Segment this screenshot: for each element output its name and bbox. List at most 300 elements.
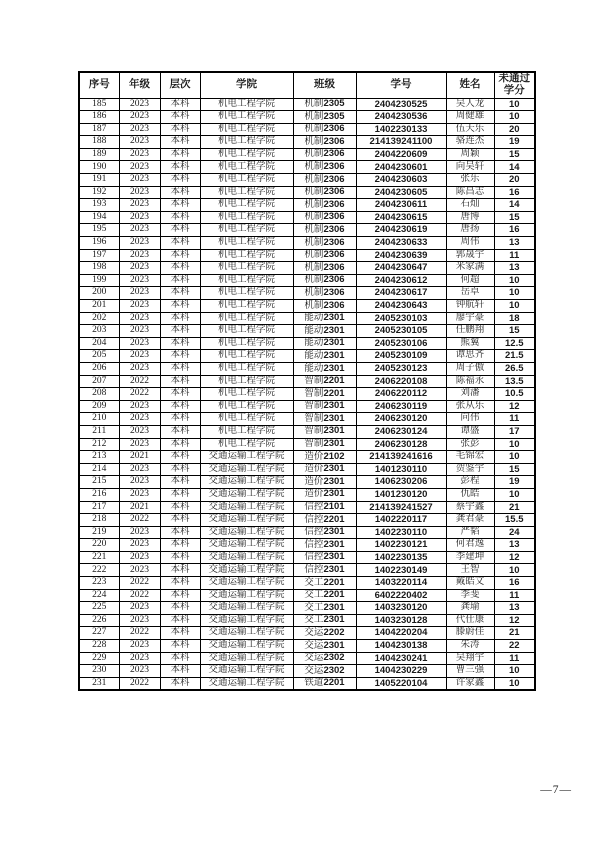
cell-index: 188 xyxy=(79,136,119,149)
cell-index: 192 xyxy=(79,186,119,199)
cell-grade: 2023 xyxy=(119,602,160,615)
cell-student-id: 2405230106 xyxy=(356,337,446,350)
cell-class: 机制2306 xyxy=(293,123,356,136)
cell-college: 机电工程学院 xyxy=(200,136,293,149)
cell-grade: 2022 xyxy=(119,388,160,401)
cell-class: 智制2201 xyxy=(293,388,356,401)
cell-name: 龚君豪 xyxy=(446,514,494,527)
cell-level: 本科 xyxy=(160,614,200,627)
cell-name: 谭思齐 xyxy=(446,350,494,363)
cell-level: 本科 xyxy=(160,186,200,199)
table-row xyxy=(79,224,535,237)
table-row xyxy=(79,375,535,388)
cell-name: 戴皓文 xyxy=(446,577,494,590)
table-row xyxy=(79,136,535,149)
cell-college: 交通运输工程学院 xyxy=(200,589,293,602)
column-header-index: 序号 xyxy=(79,72,119,98)
cell-grade: 2023 xyxy=(119,111,160,124)
table-row xyxy=(79,325,535,338)
cell-college: 交通运输工程学院 xyxy=(200,652,293,665)
cell-level: 本科 xyxy=(160,514,200,527)
cell-index: 230 xyxy=(79,665,119,678)
cell-name: 李斐 xyxy=(446,589,494,602)
cell-credits: 12 xyxy=(494,400,535,413)
table-row xyxy=(79,174,535,187)
cell-class: 机制2306 xyxy=(293,300,356,313)
cell-class: 交运2301 xyxy=(293,640,356,653)
cell-name: 许家鑫 xyxy=(446,677,494,690)
cell-credits: 13.5 xyxy=(494,375,535,388)
cell-name: 谭盛 xyxy=(446,425,494,438)
cell-credits: 20 xyxy=(494,174,535,187)
table-row xyxy=(79,627,535,640)
cell-credits: 10 xyxy=(494,564,535,577)
cell-index: 219 xyxy=(79,526,119,539)
page-number: —7— xyxy=(540,784,572,796)
cell-student-id: 2406230120 xyxy=(356,413,446,426)
cell-college: 交通运输工程学院 xyxy=(200,501,293,514)
cell-index: 224 xyxy=(79,589,119,602)
cell-index: 225 xyxy=(79,602,119,615)
table-row xyxy=(79,577,535,590)
cell-college: 交通运输工程学院 xyxy=(200,577,293,590)
cell-name: 向伟 xyxy=(446,413,494,426)
cell-student-id: 1404230241 xyxy=(356,652,446,665)
cell-class: 机制2305 xyxy=(293,111,356,124)
cell-level: 本科 xyxy=(160,463,200,476)
cell-index: 210 xyxy=(79,413,119,426)
cell-level: 本科 xyxy=(160,123,200,136)
cell-student-id: 1403230120 xyxy=(356,602,446,615)
cell-grade: 2023 xyxy=(119,425,160,438)
cell-college: 机电工程学院 xyxy=(200,300,293,313)
cell-college: 交通运输工程学院 xyxy=(200,463,293,476)
cell-level: 本科 xyxy=(160,451,200,464)
cell-student-id: 2404230603 xyxy=(356,174,446,187)
cell-grade: 2023 xyxy=(119,98,160,111)
cell-student-id: 1402230110 xyxy=(356,526,446,539)
cell-class: 能动2301 xyxy=(293,325,356,338)
cell-credits: 10.5 xyxy=(494,388,535,401)
cell-index: 197 xyxy=(79,249,119,262)
table-row xyxy=(79,337,535,350)
cell-grade: 2023 xyxy=(119,136,160,149)
cell-index: 199 xyxy=(79,274,119,287)
table-row xyxy=(79,111,535,124)
cell-index: 200 xyxy=(79,287,119,300)
cell-credits: 17 xyxy=(494,425,535,438)
cell-grade: 2023 xyxy=(119,249,160,262)
cell-level: 本科 xyxy=(160,237,200,250)
cell-grade: 2023 xyxy=(119,199,160,212)
cell-student-id: 2404230617 xyxy=(356,287,446,300)
cell-name: 石灿 xyxy=(446,199,494,212)
cell-student-id: 2404230601 xyxy=(356,161,446,174)
table-row xyxy=(79,514,535,527)
cell-credits: 13 xyxy=(494,262,535,275)
table-row xyxy=(79,476,535,489)
table-row xyxy=(79,602,535,615)
cell-level: 本科 xyxy=(160,274,200,287)
cell-index: 213 xyxy=(79,451,119,464)
cell-name: 滕蔚佳 xyxy=(446,627,494,640)
cell-class: 信控2301 xyxy=(293,526,356,539)
cell-student-id: 214139241527 xyxy=(356,501,446,514)
cell-credits: 10 xyxy=(494,677,535,690)
cell-college: 交通运输工程学院 xyxy=(200,488,293,501)
cell-student-id: 1404230229 xyxy=(356,665,446,678)
cell-grade: 2023 xyxy=(119,463,160,476)
table-row xyxy=(79,186,535,199)
cell-grade: 2022 xyxy=(119,514,160,527)
cell-credits: 10 xyxy=(494,287,535,300)
cell-level: 本科 xyxy=(160,501,200,514)
cell-college: 机电工程学院 xyxy=(200,211,293,224)
cell-college: 机电工程学院 xyxy=(200,224,293,237)
cell-student-id: 1402220117 xyxy=(356,514,446,527)
cell-class: 交工2301 xyxy=(293,614,356,627)
cell-college: 交通运输工程学院 xyxy=(200,614,293,627)
cell-credits: 24 xyxy=(494,526,535,539)
table-row xyxy=(79,388,535,401)
cell-index: 227 xyxy=(79,627,119,640)
table-row xyxy=(79,614,535,627)
cell-index: 229 xyxy=(79,652,119,665)
cell-level: 本科 xyxy=(160,249,200,262)
cell-credits: 19 xyxy=(494,476,535,489)
cell-student-id: 2406220112 xyxy=(356,388,446,401)
cell-credits: 21.5 xyxy=(494,350,535,363)
cell-credits: 12.5 xyxy=(494,337,535,350)
cell-class: 机制2306 xyxy=(293,262,356,275)
table-row xyxy=(79,312,535,325)
cell-level: 本科 xyxy=(160,161,200,174)
cell-student-id: 2404230605 xyxy=(356,186,446,199)
cell-index: 205 xyxy=(79,350,119,363)
cell-class: 机制2306 xyxy=(293,161,356,174)
table-row xyxy=(79,237,535,250)
cell-grade: 2023 xyxy=(119,211,160,224)
cell-grade: 2023 xyxy=(119,551,160,564)
column-header-student-id: 学号 xyxy=(356,72,446,98)
cell-name: 郭晟宇 xyxy=(446,249,494,262)
cell-name: 周健雄 xyxy=(446,111,494,124)
cell-name: 贺鉴宇 xyxy=(446,463,494,476)
table-row xyxy=(79,400,535,413)
table-body xyxy=(79,98,535,690)
cell-grade: 2023 xyxy=(119,665,160,678)
cell-college: 机电工程学院 xyxy=(200,262,293,275)
failed-credits-table xyxy=(78,71,536,691)
cell-grade: 2023 xyxy=(119,186,160,199)
cell-class: 交工2301 xyxy=(293,602,356,615)
table-row xyxy=(79,350,535,363)
cell-class: 能动2301 xyxy=(293,337,356,350)
cell-student-id: 1403220114 xyxy=(356,577,446,590)
cell-index: 216 xyxy=(79,488,119,501)
cell-student-id: 1402230135 xyxy=(356,551,446,564)
cell-college: 机电工程学院 xyxy=(200,312,293,325)
cell-index: 196 xyxy=(79,237,119,250)
cell-index: 218 xyxy=(79,514,119,527)
cell-level: 本科 xyxy=(160,388,200,401)
table-row xyxy=(79,488,535,501)
cell-credits: 16 xyxy=(494,224,535,237)
column-header-credits: 未通过学分 xyxy=(494,72,535,98)
table-row xyxy=(79,413,535,426)
cell-student-id: 2406230119 xyxy=(356,400,446,413)
cell-college: 机电工程学院 xyxy=(200,425,293,438)
cell-level: 本科 xyxy=(160,111,200,124)
cell-class: 机制2306 xyxy=(293,237,356,250)
cell-student-id: 2405230109 xyxy=(356,350,446,363)
cell-grade: 2022 xyxy=(119,375,160,388)
cell-college: 机电工程学院 xyxy=(200,438,293,451)
cell-index: 220 xyxy=(79,539,119,552)
cell-credits: 12 xyxy=(494,614,535,627)
cell-name: 骆连杰 xyxy=(446,136,494,149)
cell-credits: 26.5 xyxy=(494,362,535,375)
table-row xyxy=(79,98,535,111)
cell-level: 本科 xyxy=(160,287,200,300)
cell-student-id: 1404230138 xyxy=(356,640,446,653)
cell-grade: 2023 xyxy=(119,640,160,653)
cell-name: 张乐 xyxy=(446,174,494,187)
table-row xyxy=(79,199,535,212)
cell-college: 机电工程学院 xyxy=(200,123,293,136)
cell-index: 186 xyxy=(79,111,119,124)
cell-class: 智制2301 xyxy=(293,425,356,438)
cell-level: 本科 xyxy=(160,148,200,161)
cell-level: 本科 xyxy=(160,174,200,187)
cell-college: 机电工程学院 xyxy=(200,237,293,250)
cell-class: 信控2301 xyxy=(293,539,356,552)
cell-grade: 2023 xyxy=(119,438,160,451)
cell-student-id: 2404230615 xyxy=(356,211,446,224)
cell-grade: 2023 xyxy=(119,400,160,413)
cell-name: 何超 xyxy=(446,274,494,287)
cell-college: 交通运输工程学院 xyxy=(200,551,293,564)
cell-college: 机电工程学院 xyxy=(200,98,293,111)
cell-class: 信控2201 xyxy=(293,514,356,527)
cell-index: 222 xyxy=(79,564,119,577)
cell-level: 本科 xyxy=(160,98,200,111)
cell-index: 215 xyxy=(79,476,119,489)
cell-index: 193 xyxy=(79,199,119,212)
table-row xyxy=(79,300,535,313)
cell-name: 代仕康 xyxy=(446,614,494,627)
cell-class: 机制2305 xyxy=(293,98,356,111)
cell-student-id: 1404220204 xyxy=(356,627,446,640)
table-row xyxy=(79,652,535,665)
cell-level: 本科 xyxy=(160,211,200,224)
cell-credits: 10 xyxy=(494,300,535,313)
cell-grade: 2023 xyxy=(119,614,160,627)
cell-college: 机电工程学院 xyxy=(200,148,293,161)
cell-class: 信控2301 xyxy=(293,564,356,577)
cell-credits: 10 xyxy=(494,665,535,678)
cell-grade: 2021 xyxy=(119,501,160,514)
cell-index: 195 xyxy=(79,224,119,237)
cell-student-id: 1402230149 xyxy=(356,564,446,577)
cell-grade: 2022 xyxy=(119,677,160,690)
cell-student-id: 1401230110 xyxy=(356,463,446,476)
cell-name: 彭程 xyxy=(446,476,494,489)
cell-name: 周伟 xyxy=(446,237,494,250)
cell-student-id: 1405220104 xyxy=(356,677,446,690)
cell-credits: 10 xyxy=(494,98,535,111)
cell-name: 仇皓 xyxy=(446,488,494,501)
cell-college: 机电工程学院 xyxy=(200,413,293,426)
cell-class: 机制2306 xyxy=(293,211,356,224)
cell-grade: 2023 xyxy=(119,262,160,275)
table-row xyxy=(79,501,535,514)
cell-level: 本科 xyxy=(160,337,200,350)
cell-credits: 15 xyxy=(494,211,535,224)
column-header-college: 学院 xyxy=(200,72,293,98)
cell-name: 毛锦宏 xyxy=(446,451,494,464)
cell-credits: 11 xyxy=(494,249,535,262)
table-row xyxy=(79,123,535,136)
table-row xyxy=(79,551,535,564)
table-row xyxy=(79,451,535,464)
cell-grade: 2021 xyxy=(119,451,160,464)
cell-credits: 11 xyxy=(494,589,535,602)
table-row xyxy=(79,249,535,262)
column-header-name: 姓名 xyxy=(446,72,494,98)
cell-grade: 2023 xyxy=(119,526,160,539)
cell-credits: 19 xyxy=(494,136,535,149)
cell-name: 唐博 xyxy=(446,211,494,224)
cell-credits: 10 xyxy=(494,451,535,464)
cell-class: 能动2301 xyxy=(293,350,356,363)
cell-grade: 2022 xyxy=(119,589,160,602)
cell-level: 本科 xyxy=(160,262,200,275)
cell-name: 严韬 xyxy=(446,526,494,539)
cell-index: 194 xyxy=(79,211,119,224)
cell-index: 189 xyxy=(79,148,119,161)
cell-name: 吴人龙 xyxy=(446,98,494,111)
cell-credits: 11 xyxy=(494,652,535,665)
cell-college: 机电工程学院 xyxy=(200,337,293,350)
cell-index: 223 xyxy=(79,577,119,590)
cell-name: 周颖 xyxy=(446,148,494,161)
cell-level: 本科 xyxy=(160,476,200,489)
header-row xyxy=(79,72,535,98)
cell-credits: 12 xyxy=(494,551,535,564)
cell-name: 曹三强 xyxy=(446,665,494,678)
cell-class: 能动2301 xyxy=(293,312,356,325)
column-header-grade: 年级 xyxy=(119,72,160,98)
cell-class: 造价2102 xyxy=(293,451,356,464)
cell-index: 214 xyxy=(79,463,119,476)
cell-student-id: 1403230128 xyxy=(356,614,446,627)
cell-level: 本科 xyxy=(160,640,200,653)
cell-index: 202 xyxy=(79,312,119,325)
cell-name: 李建坤 xyxy=(446,551,494,564)
cell-name: 吴翔宇 xyxy=(446,652,494,665)
cell-credits: 10 xyxy=(494,488,535,501)
cell-grade: 2023 xyxy=(119,123,160,136)
cell-college: 交通运输工程学院 xyxy=(200,677,293,690)
cell-college: 机电工程学院 xyxy=(200,161,293,174)
cell-college: 交通运输工程学院 xyxy=(200,514,293,527)
cell-class: 智制2301 xyxy=(293,438,356,451)
cell-index: 217 xyxy=(79,501,119,514)
cell-name: 伍天乐 xyxy=(446,123,494,136)
cell-class: 机制2306 xyxy=(293,136,356,149)
cell-level: 本科 xyxy=(160,602,200,615)
cell-grade: 2023 xyxy=(119,287,160,300)
cell-index: 185 xyxy=(79,98,119,111)
cell-index: 207 xyxy=(79,375,119,388)
cell-level: 本科 xyxy=(160,199,200,212)
cell-credits: 16 xyxy=(494,577,535,590)
cell-college: 交通运输工程学院 xyxy=(200,602,293,615)
cell-index: 228 xyxy=(79,640,119,653)
cell-level: 本科 xyxy=(160,539,200,552)
cell-level: 本科 xyxy=(160,325,200,338)
cell-class: 机制2306 xyxy=(293,249,356,262)
cell-student-id: 2406220108 xyxy=(356,375,446,388)
cell-college: 机电工程学院 xyxy=(200,388,293,401)
cell-college: 交通运输工程学院 xyxy=(200,526,293,539)
cell-student-id: 214139241100 xyxy=(356,136,446,149)
cell-college: 机电工程学院 xyxy=(200,375,293,388)
cell-name: 钟航轩 xyxy=(446,300,494,313)
cell-student-id: 2404230619 xyxy=(356,224,446,237)
cell-college: 交通运输工程学院 xyxy=(200,665,293,678)
cell-level: 本科 xyxy=(160,665,200,678)
cell-college: 机电工程学院 xyxy=(200,249,293,262)
cell-index: 204 xyxy=(79,337,119,350)
cell-index: 221 xyxy=(79,551,119,564)
cell-student-id: 2404230611 xyxy=(356,199,446,212)
cell-college: 机电工程学院 xyxy=(200,111,293,124)
cell-index: 203 xyxy=(79,325,119,338)
cell-student-id: 1401230120 xyxy=(356,488,446,501)
cell-college: 机电工程学院 xyxy=(200,400,293,413)
cell-level: 本科 xyxy=(160,136,200,149)
cell-student-id: 1406230206 xyxy=(356,476,446,489)
cell-index: 226 xyxy=(79,614,119,627)
cell-index: 212 xyxy=(79,438,119,451)
cell-class: 机制2306 xyxy=(293,287,356,300)
cell-student-id: 2404230612 xyxy=(356,274,446,287)
cell-level: 本科 xyxy=(160,627,200,640)
cell-college: 机电工程学院 xyxy=(200,325,293,338)
cell-class: 机制2306 xyxy=(293,186,356,199)
cell-college: 交通运输工程学院 xyxy=(200,539,293,552)
table-row xyxy=(79,539,535,552)
cell-level: 本科 xyxy=(160,564,200,577)
cell-level: 本科 xyxy=(160,488,200,501)
cell-college: 机电工程学院 xyxy=(200,274,293,287)
cell-name: 周子傲 xyxy=(446,362,494,375)
cell-level: 本科 xyxy=(160,224,200,237)
cell-credits: 16 xyxy=(494,186,535,199)
cell-college: 机电工程学院 xyxy=(200,287,293,300)
cell-level: 本科 xyxy=(160,577,200,590)
cell-grade: 2023 xyxy=(119,350,160,363)
cell-level: 本科 xyxy=(160,312,200,325)
cell-student-id: 2404230647 xyxy=(356,262,446,275)
cell-college: 机电工程学院 xyxy=(200,174,293,187)
cell-level: 本科 xyxy=(160,526,200,539)
cell-credits: 20 xyxy=(494,123,535,136)
cell-index: 206 xyxy=(79,362,119,375)
cell-index: 211 xyxy=(79,425,119,438)
